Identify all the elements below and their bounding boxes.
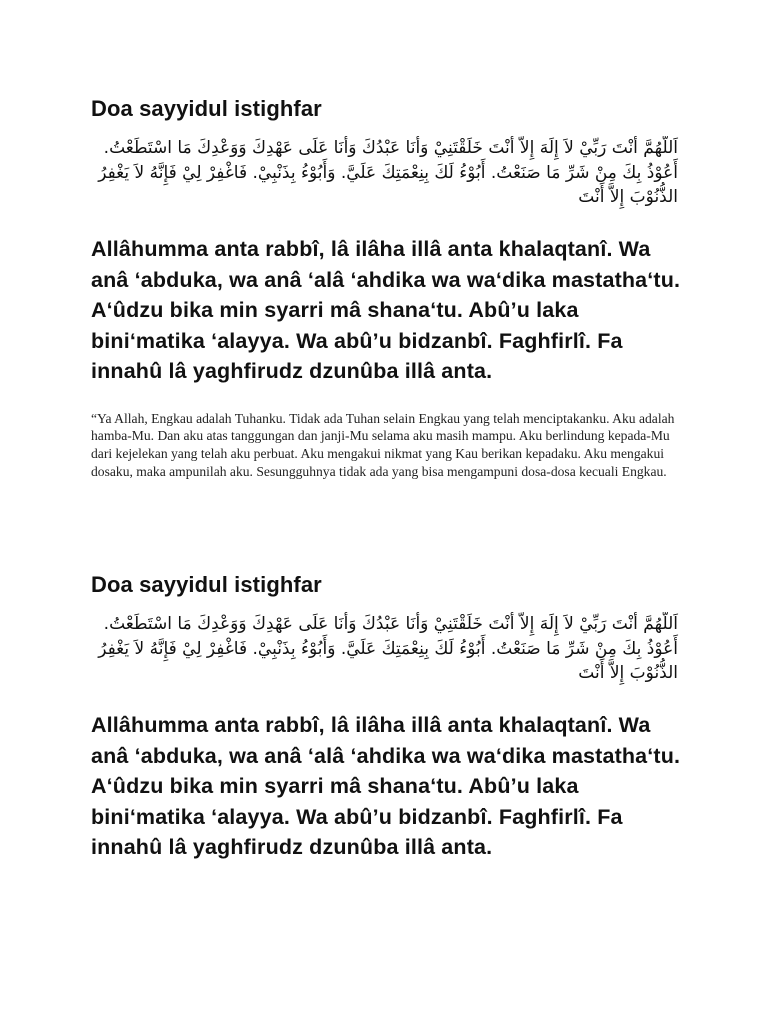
transliteration-text: Allâhumma anta rabbî, lâ ilâha illâ anta khalaqtanî. Wa anâ ‘abduka, wa anâ ‘alâ ‘ahdika wa wa‘dika mastatha‘tu. A‘ûdzu bika min syarri mâ shana‘tu. Abû’u laka bini‘matika ‘alayya. Wa abû’u bidzanbî. Faghfirlî. Fa innahû lâ yaghfirudz dzunûba illâ anta. [91, 713, 681, 859]
translation-text: “Ya Allah, Engkau adalah Tuhanku. Tidak ada Tuhan selain Engkau yang telah menciptakanku. Aku adalah hamba-Mu. Dan aku atas tanggungan dan janji-Mu selama aku masih mampu. Aku berlindung kepada-Mu dari kejelekan yang telah aku perbuat. Aku mengakui nikmat yang Kau berikan kepadaku. Aku mengakui dosaku, maka ampunilah aku. Sesungguhnya tidak ada yang bisa mengampuni dosa-dosa kecuali Engkau. [91, 410, 675, 479]
arabic-text: اَللَّهُمَّ أَنْتَ رَبِّيْ لاَ إِلَهَ إِلاَّ أَنْتَ خَلَقْتَنِيْ وَأَنَا عَبْدُكَ وَأَنَا عَلَى عَهْدِكَ وَوَعْدِكَ مَا اسْتَطَعْتُ. أَعُوْذُ بِكَ مِنْ شَرِّ مَا صَنَعْتُ. أَبُوْءُ لَكَ بِنِعْمَتِكَ عَلَيَّ. وَأَبُوْءُ بِذَنْبِيْ. فَاغْفِرْ لِيْ فَإِنَّهُ لاَ يَغْفِرُ الذُّنُوْبَ إِلاَّ أَنْتَ [98, 138, 678, 207]
prayer-section [0, 571, 768, 863]
arabic-text: اَللَّهُمَّ أَنْتَ رَبِّيْ لاَ إِلَهَ إِلاَّ أَنْتَ خَلَقْتَنِيْ وَأَنَا عَبْدُكَ وَأَنَا عَلَى عَهْدِكَ وَوَعْدِكَ مَا اسْتَطَعْتُ. أَعُوْذُ بِكَ مِنْ شَرِّ مَا صَنَعْتُ. أَبُوْءُ لَكَ بِنِعْمَتِكَ عَلَيَّ. وَأَبُوْءُ بِذَنْبِيْ. فَاغْفِرْ لِيْ فَإِنَّهُ لاَ يَغْفِرُ الذُّنُوْبَ إِلاَّ أَنْتَ [98, 614, 678, 683]
section-heading: Doa sayyidul istighfar [91, 96, 322, 121]
prayer-section [0, 95, 768, 481]
transliteration-text: Allâhumma anta rabbî, lâ ilâha illâ anta khalaqtanî. Wa anâ ‘abduka, wa anâ ‘alâ ‘ahdika wa wa‘dika mastatha‘tu. A‘ûdzu bika min syarri mâ shana‘tu. Abû’u laka bini‘matika ‘alayya. Wa abû’u bidzanbî. Faghfirlî. Fa innahû lâ yaghfirudz dzunûba illâ anta. [91, 237, 681, 383]
section-heading: Doa sayyidul istighfar [91, 572, 322, 597]
